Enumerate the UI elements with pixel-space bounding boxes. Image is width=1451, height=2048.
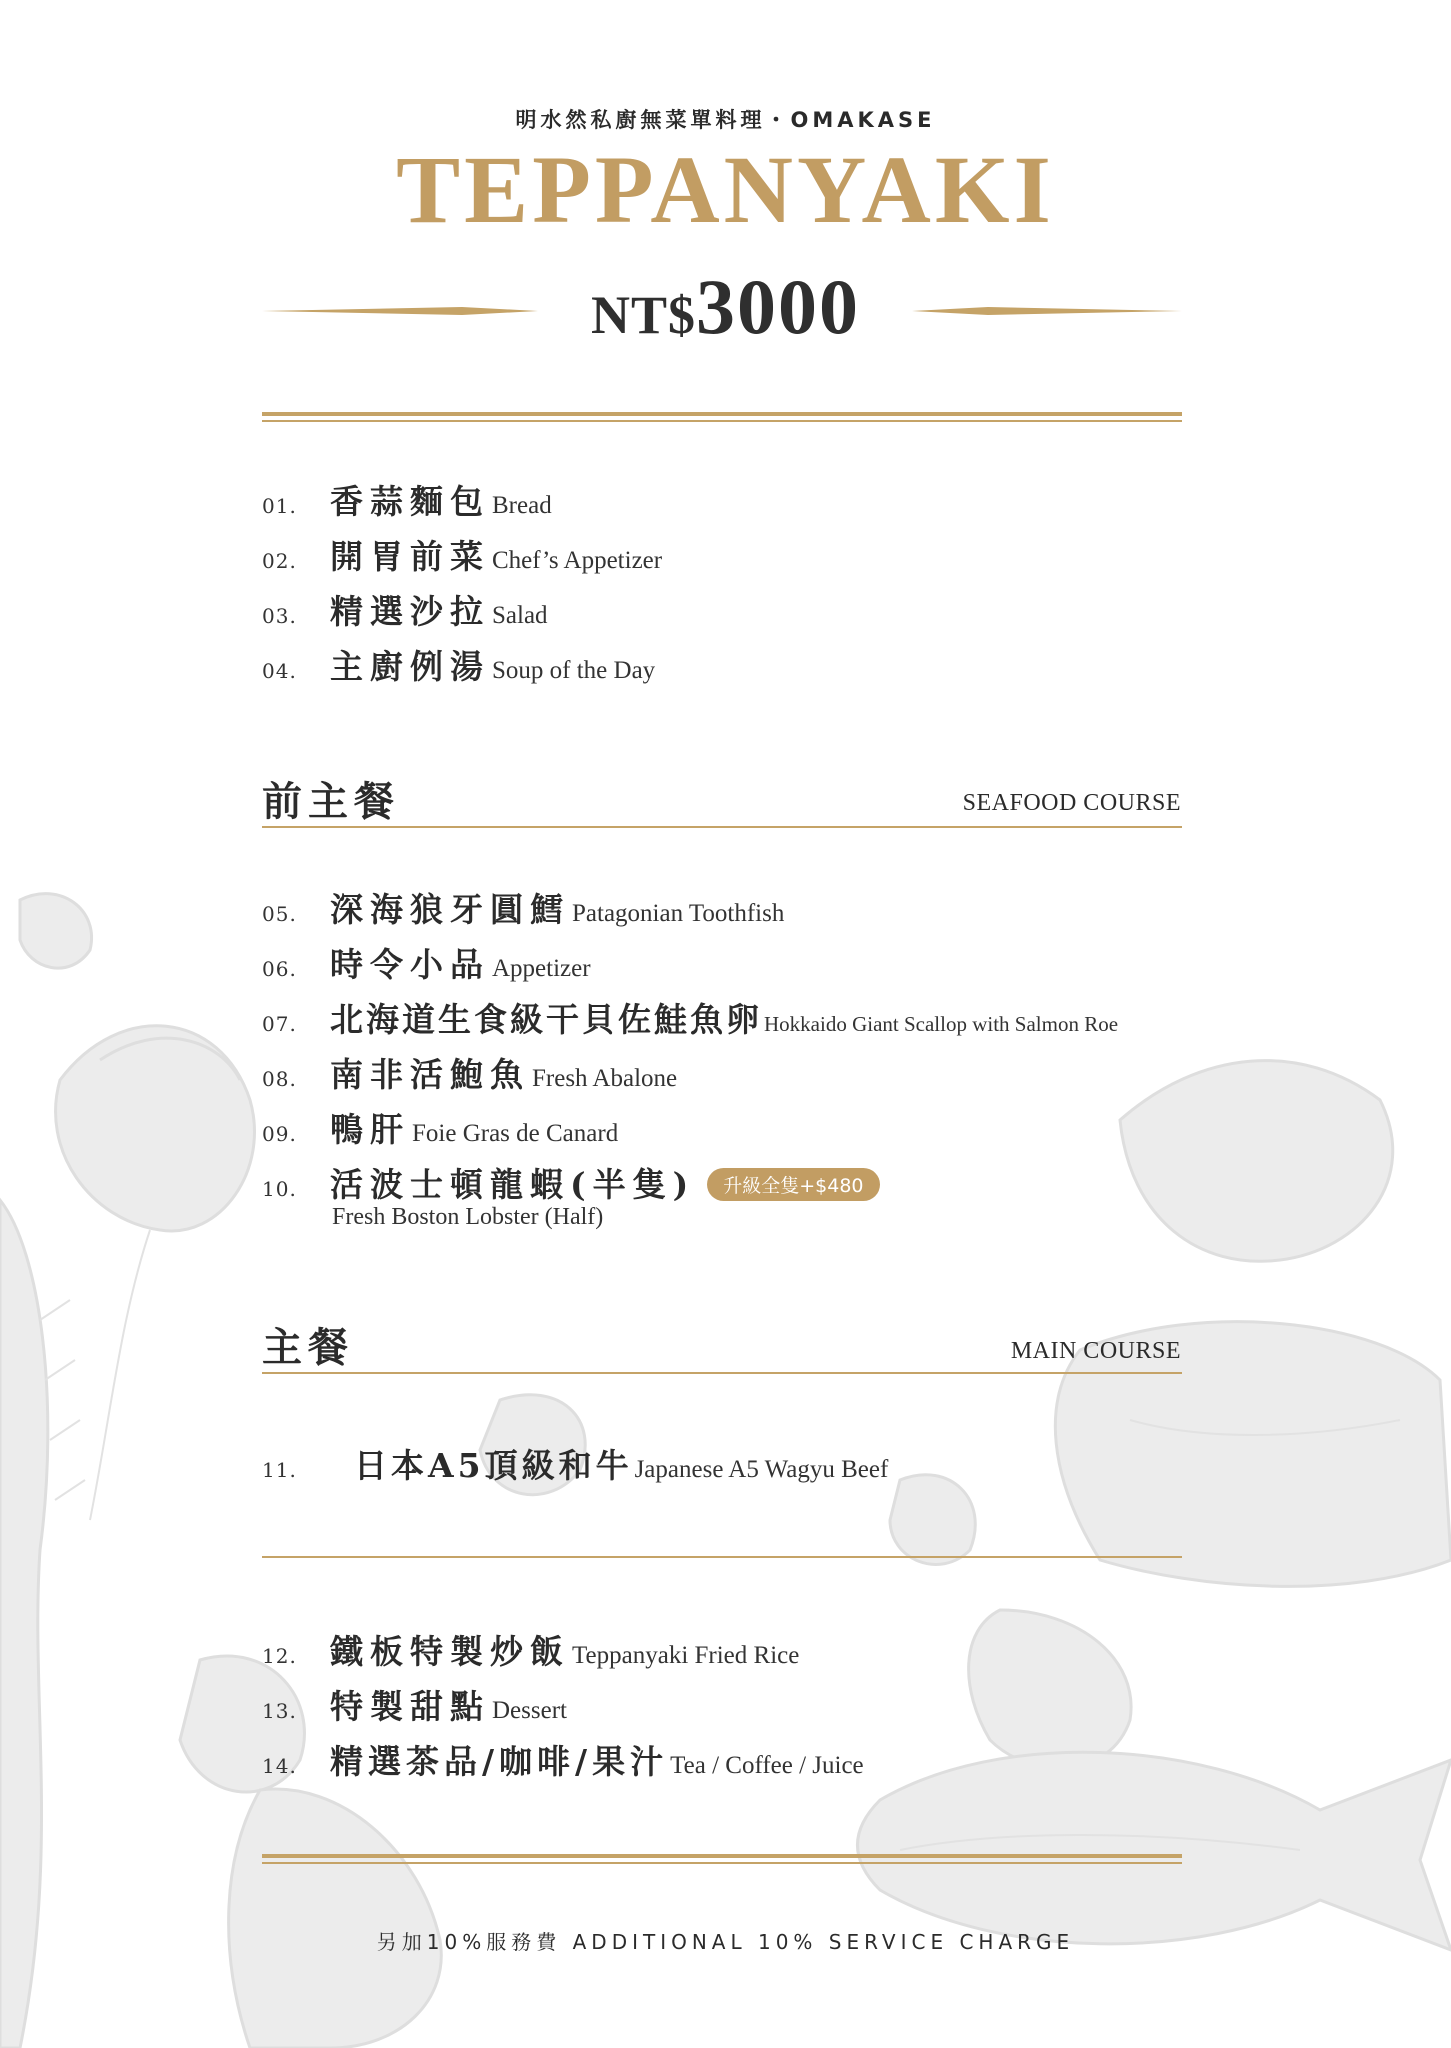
list-item [262,531,662,581]
list-item [262,1440,888,1490]
list-item [262,476,552,526]
item-name-en: Teppanyaki Fried Rice [572,1642,800,1669]
item-name-en: Tea / Coffee / Juice [670,1752,864,1779]
list-item [262,1159,880,1209]
item-name-en: Soup of the Day [492,657,656,684]
section-divider-seafood [262,826,1182,828]
item-name-en: Fresh Boston Lobster (Half) [332,1204,604,1230]
section-title-seafood-zh: 前主餐 [262,778,400,825]
list-item [262,939,591,989]
menu-title: TEPPANYAKI [396,136,1055,243]
item-name-zh: 精選沙拉 [330,592,490,631]
list-item [262,586,548,636]
section-title-seafood-en: SEAFOOD COURSE [962,790,1181,816]
list-item [262,1736,864,1786]
item-number: 09. [262,1122,297,1146]
list-item [262,1681,567,1731]
right-ornament-line [912,302,1182,320]
list-item [262,641,655,691]
list-item [262,884,784,934]
item-name-zh: 精選茶品/咖啡/果汁 [330,1742,669,1781]
list-item [262,1049,677,1099]
item-number: 08. [262,1067,297,1091]
item-number: 02. [262,549,297,573]
item-name-en: Chef’s Appetizer [492,547,663,574]
section-title-main-zh: 主餐 [262,1324,354,1371]
item-name-zh: 時令小品 [330,945,490,984]
item-number: 01. [262,494,297,518]
item-name-en: Japanese A5 Wagyu Beef [634,1456,889,1483]
item-name-zh: 香蒜麵包 [330,482,490,521]
item-number: 06. [262,957,297,981]
item-name-en: Appetizer [492,955,591,982]
list-item [262,1104,618,1154]
item-name-en: Foie Gras de Canard [412,1120,619,1147]
item-number: 03. [262,604,297,628]
item-name-zh: 開胃前菜 [330,537,490,576]
item-name-zh: 活波士頓龍蝦(半隻) [330,1165,696,1204]
item-name-zh: 北海道生食級干貝佐鮭魚卵 [330,1000,762,1039]
item-name-zh: 鐵板特製炒飯 [330,1632,570,1671]
section-divider-main [262,1372,1182,1374]
header-divider-top [262,412,1182,416]
section-divider-finish [262,1556,1182,1558]
item-number: 10. [262,1177,297,1201]
service-charge-note: 另加10%服務費 ADDITIONAL 10% SERVICE CHARGE [376,1930,1075,1954]
restaurant-subtitle: 明水然私廚無菜單料理・OMAKASE [515,108,936,132]
item-name-zh: 南非活鮑魚 [330,1055,530,1094]
item-name-en: Dessert [492,1697,567,1724]
item-number: 11. [262,1458,297,1482]
item-name-zh: 主廚例湯 [330,647,490,686]
item-number: 13. [262,1699,297,1723]
footer-divider-bottom [262,1862,1182,1864]
header-divider-bottom [262,420,1182,422]
list-item [262,1626,799,1676]
item-name-zh: 日本A5頂級和牛 [354,1446,633,1485]
item-number: 05. [262,902,297,926]
item-name-zh: 鴨肝 [330,1110,410,1149]
price-amount: 3000 [696,263,860,350]
item-name-en: Patagonian Toothfish [572,900,785,927]
upgrade-badge: 升級全隻+$480 [707,1168,879,1201]
item-name-en: Hokkaido Giant Scallop with Salmon Roe [764,1012,1119,1036]
item-name-en: Salad [492,602,548,629]
item-number: 12. [262,1644,297,1668]
item-name-zh: 特製甜點 [330,1687,490,1726]
footer-divider-top [262,1854,1182,1858]
item-number: 04. [262,659,297,683]
item-name-en: Fresh Abalone [532,1065,678,1092]
menu-price [540,262,911,352]
price-currency: NT$ [590,285,696,345]
item-name-zh: 深海狼牙圓鱈 [330,890,570,929]
list-item [262,994,1118,1044]
left-ornament-line [262,302,538,320]
item-number: 07. [262,1012,297,1036]
item-name-en: Bread [492,492,552,519]
item-number: 14. [262,1754,297,1778]
section-title-main-en: MAIN COURSE [1010,1338,1181,1364]
